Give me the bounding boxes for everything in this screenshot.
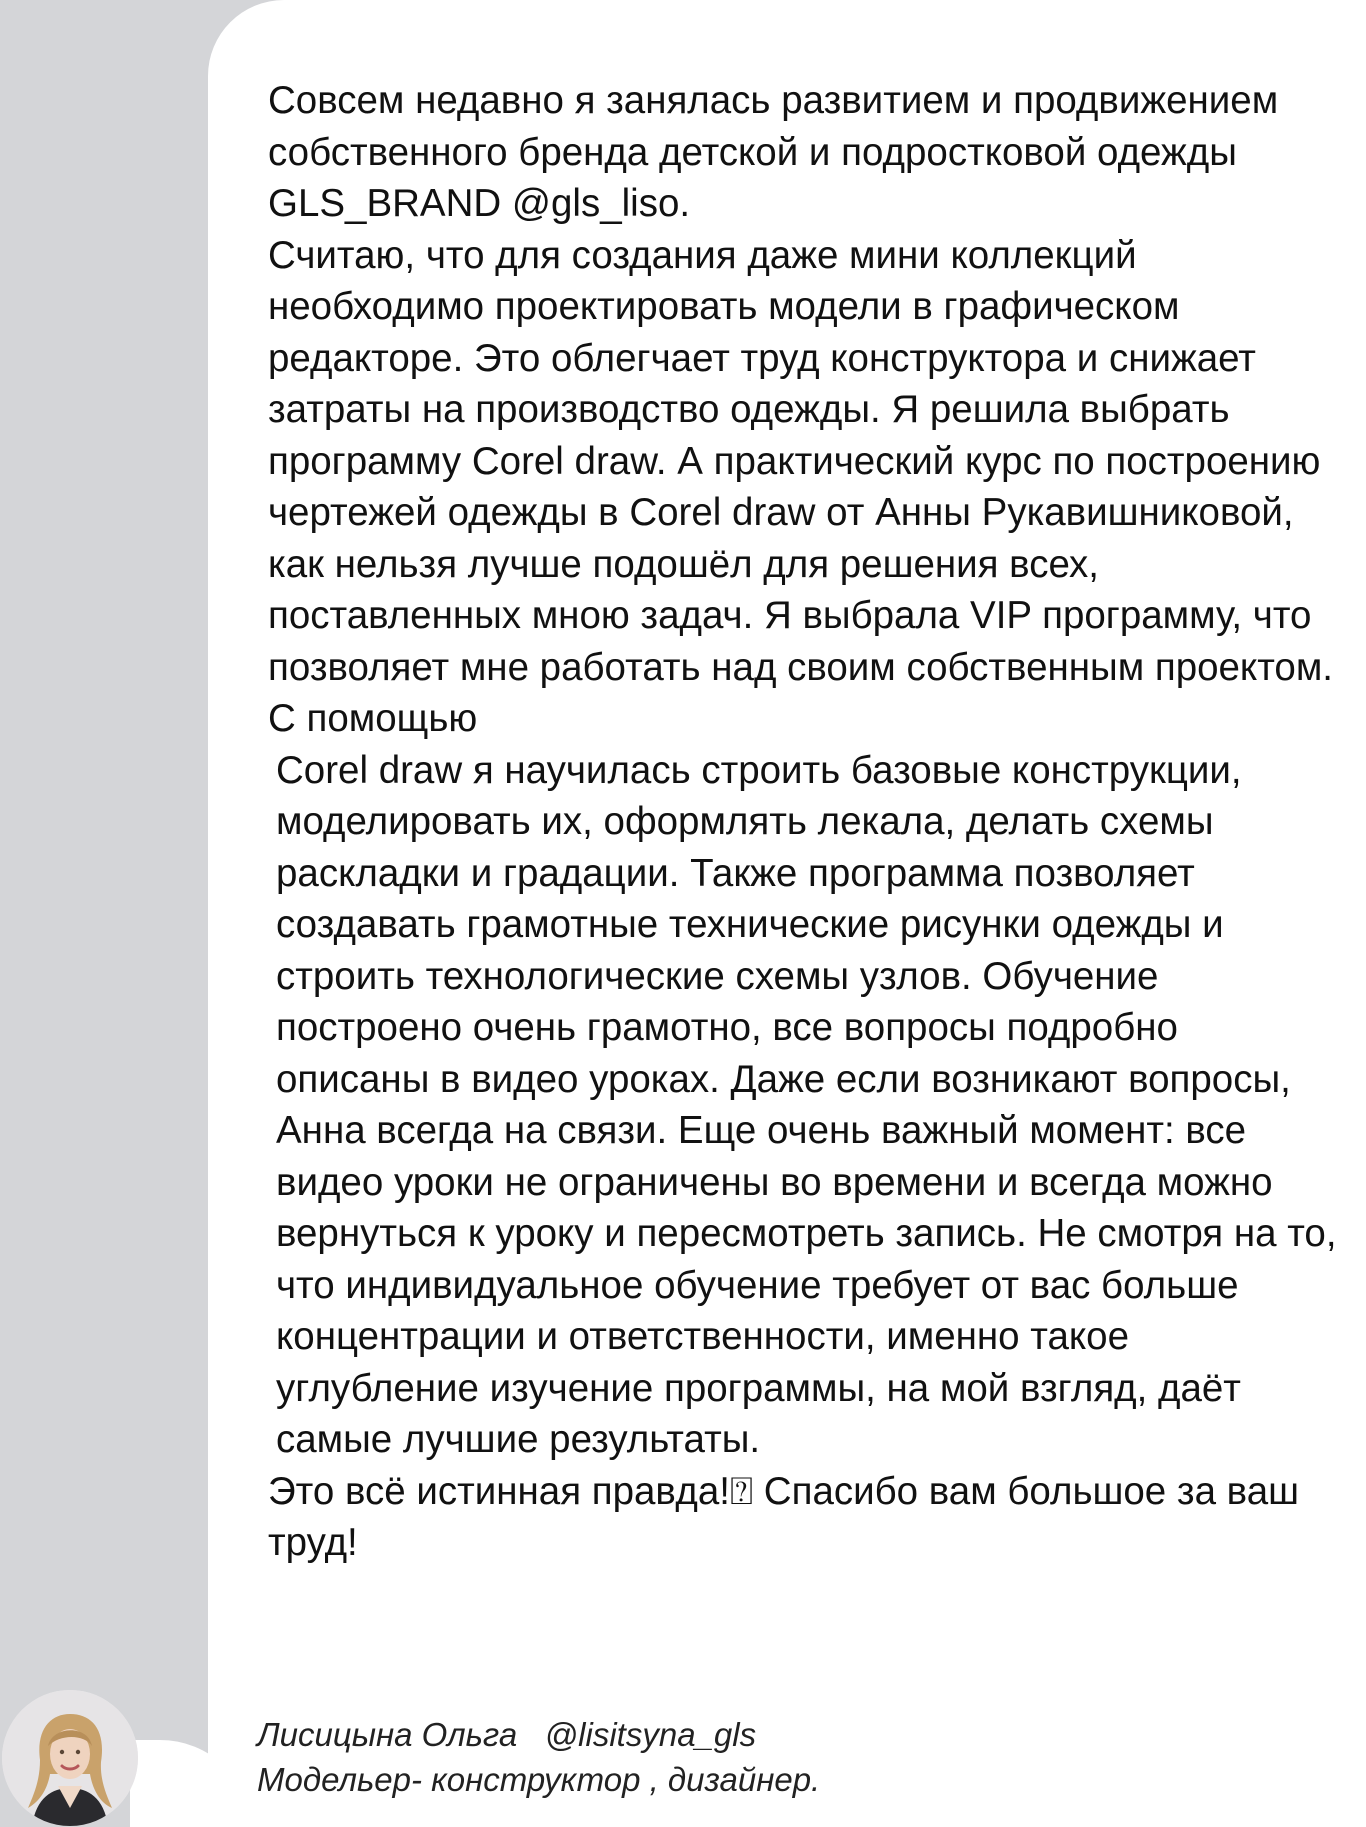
author-name: Лисицына Ольга @lisitsyna_gls xyxy=(257,1716,757,1753)
message-paragraph: Это всё истинная правда!⍰ Спасибо вам большое за ваш труд! xyxy=(268,1469,1299,1564)
message-paragraph: Считаю, что для создания даже мини коллекций необходимо проектировать модели в графическом редакторе. Это облегчает труд конструктора и снижает затраты на производство одежды. Я решила выбрать программу Corel draw. А практический курс по построению чертежей одежды в Corel draw от Анны Рукавишниковой, как нельзя лучше подошёл для решения всех, поставленных мною задач. Я выбрала VIP программу, что позволяет мне работать над своим собственным проектом. С помощью xyxy=(268,233,1333,740)
avatar-portrait-icon xyxy=(2,1690,138,1826)
avatar[interactable] xyxy=(2,1690,138,1826)
message-text xyxy=(248,75,1338,1569)
author-role: Модельер- конструктор , дизайнер. xyxy=(257,1761,821,1798)
message-paragraph: Совсем недавно я занялась развитием и продвижением собственного бренда детской и подростковой одежды GLS_BRAND @gls_liso. xyxy=(268,79,1279,225)
author-signature xyxy=(257,1712,1257,1802)
message-paragraph: Corel draw я научилась строить базовые конструкции, моделировать их, оформлять лекала, делать схемы раскладки и градации. Также программа позволяет создавать грамотные технические рисунки одежды и строить технологические схемы узлов. Обучение построено очень грамотно, все вопросы подробно описаны в видео уроках. Даже если возникают вопросы, Анна всегда на связи. Еще очень важный момент: все видео уроки не ограничены во времени и всегда можно вернуться к уроку и пересмотреть запись. Не смотря на то, что индивидуальное обучение требует от вас больше концентрации и ответственности, именно такое углубление изучение программы, на мой взгляд, даёт самые лучшие результаты. xyxy=(276,748,1337,1461)
